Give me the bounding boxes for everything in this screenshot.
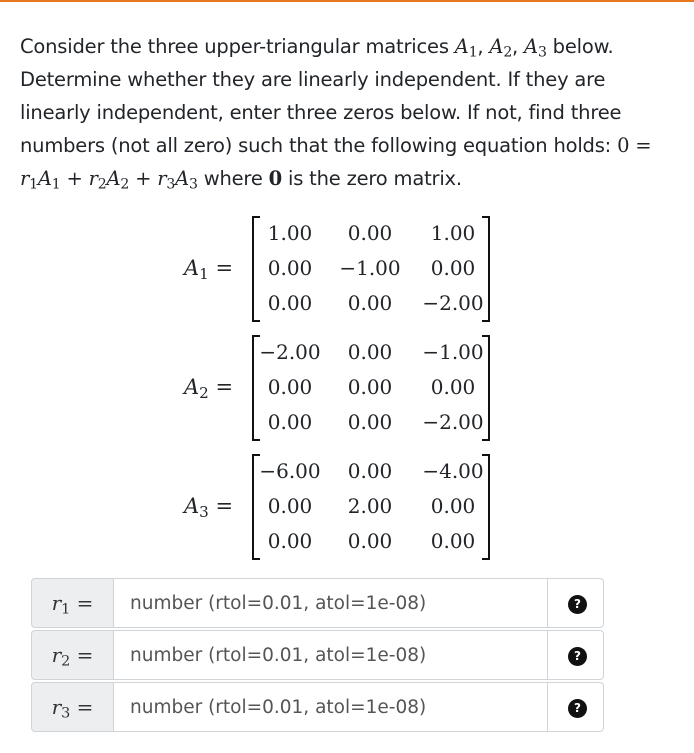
matrix-cell: 0.00 [430,256,476,280]
equation: $0 = r_1A_1 + r_2A_2 + r_3A_3$ [20,134,652,193]
matrix-cell: 0.00 [347,410,393,434]
matrix-cell: −1.00 [422,340,484,364]
matrix-cell: 0.00 [267,410,313,434]
r1-input[interactable] [113,578,548,628]
matrix-cell: 0.00 [430,529,476,553]
answer-label-r1: $r_1$ = [31,578,113,628]
r2-input[interactable] [113,630,548,680]
matrix-cell: 2.00 [347,494,393,518]
matrix-grid [260,454,486,560]
answer-label-r2: $r_2$ = [31,630,113,680]
question-circle-icon[interactable]: ? [568,595,587,614]
r3-help-button[interactable] [547,682,604,732]
matrix-cell: 0.00 [430,494,476,518]
matrix-a1 [0,212,694,324]
matrix-name-a1: $A_1$ [454,35,478,61]
problem-text: Consider the three upper-triangular matrices $A_1$, $A_2$, $A_3$ below. Determine whether they are linearly independent. If they are linearly independent, enter three zeros below. If not, find three numbers (not all zero) such that the following equation holds: $0 = r_1A_1 + r_2A_2 + r_3A_3$ where 0 is the zero matrix. [20,35,652,193]
matrix-cell: 0.00 [430,375,476,399]
matrix-cell: −1.00 [339,256,401,280]
matrix-label: $A_2$ = [184,375,234,402]
matrix-cell: 0.00 [347,221,393,245]
problem-statement [20,30,670,195]
matrix-a2 [0,331,694,443]
problem-instructions-text: below. Determine whether they are linearly independent. If they are linearly independent, enter three zeros below. If not, find three numbers (not all zero) such that the following equation holds: [20,35,622,157]
matrix-label: $A_1$ = [184,256,234,283]
matrix-cell: 0.00 [267,494,313,518]
matrix-cell: 1.00 [267,221,313,245]
matrix-cell: 0.00 [347,291,393,315]
matrix-cell: −2.00 [422,291,484,315]
answer-row-r1 [31,578,604,628]
right-bracket [482,216,490,322]
matrix-grid [260,216,486,322]
matrix-cell: 0.00 [347,340,393,364]
matrix-cell: −6.00 [259,459,321,483]
answer-row-r2 [31,630,604,680]
question-circle-icon[interactable]: ? [568,699,587,718]
matrix-cell: 0.00 [267,529,313,553]
matrix-cell: −2.00 [259,340,321,364]
problem-intro-text: Consider the three upper-triangular matrices [20,35,455,58]
matrix-grid [260,335,486,441]
matrix-cell: 0.00 [267,256,313,280]
right-bracket [482,335,490,441]
r1-help-button[interactable] [547,578,604,628]
zero-matrix-symbol: 0 [268,167,282,190]
matrix-cell: 0.00 [347,375,393,399]
matrix-cell: −4.00 [422,459,484,483]
matrix-cell: 1.00 [430,221,476,245]
r2-help-button[interactable] [547,630,604,680]
top-accent-rule [0,0,694,2]
answer-label-r3: $r_3$ = [31,682,113,732]
matrix-cell: 0.00 [267,375,313,399]
question-circle-icon[interactable]: ? [568,647,587,666]
matrix-label: $A_3$ = [184,494,234,521]
matrix-cell: 0.00 [347,459,393,483]
matrix-cell: −2.00 [422,410,484,434]
matrix-cell: 0.00 [347,529,393,553]
answer-row-r3 [31,682,604,732]
matrix-name-a3: $A_3$ [524,35,547,61]
matrix-name-a2: $A_2$ [489,35,513,61]
r3-input[interactable] [113,682,548,732]
right-bracket [482,454,490,560]
matrix-cell: 0.00 [267,291,313,315]
matrix-a3 [0,450,694,562]
